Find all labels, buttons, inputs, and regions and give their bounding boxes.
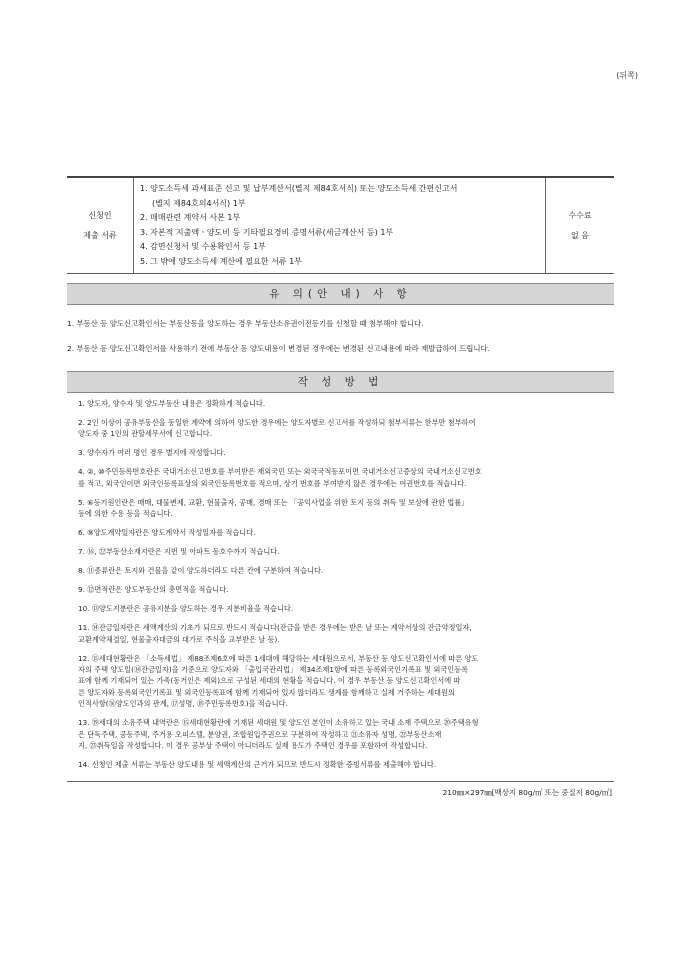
guide-line: 12. ⑮세대현황란은 「소득세법」 제88조제6호에 따른 1세대에 해당하는 세대원으로서, 부동산 등 양도신고확인서에 따른 양도 bbox=[78, 653, 479, 663]
guide-item bbox=[78, 398, 608, 409]
guide-item bbox=[78, 466, 608, 489]
submission-documents-table bbox=[67, 176, 614, 274]
guide-line: 8. ⑪종류란은 토지와 건물을 같이 양도하더라도 다른 칸에 구분하여 적습니다. bbox=[78, 566, 324, 576]
guide-item bbox=[78, 584, 608, 595]
guide-line: 인적사항(⑯양도인과의 관계, ⑰성명, ⑱주민등록번호)을 적습니다. bbox=[78, 699, 288, 709]
guide-line: 14. 신청인 제출 서류는 부동산 양도내용 및 세액계산의 근거가 되므로 반드시 정확한 증빙서류를 제출해야 합니다. bbox=[78, 760, 437, 770]
submission-label-cell bbox=[67, 177, 134, 274]
guide-item bbox=[78, 546, 608, 557]
guide-item bbox=[78, 622, 608, 645]
page-side-label: (뒤쪽) bbox=[616, 71, 638, 80]
submission-item: 4. 감면신청서 및 수용확인서 등 1부 bbox=[140, 242, 266, 251]
guide-line: 4. ②, ⑩주민등록번호란은 국내거소신고번호를 부여받은 재외국민 또는 외국국적동포이면 국내거소신고증상의 국내거소신고번호 bbox=[78, 467, 482, 477]
notice-list bbox=[67, 318, 614, 368]
submission-item: 3. 자본적 지출액ㆍ양도비 등 기타필요경비 증명서류(세금계산서 등) 1부 bbox=[140, 227, 394, 237]
guide-line: 지, ㉓취득일을 작성합니다. 이 경우 공부상 주택이 아니더라도 실제 용도가 주택인 경우를 포함하여 작성합니다. bbox=[78, 741, 428, 751]
submission-label-line1: 신청인 bbox=[88, 210, 112, 220]
guide-line: 6. ⑨양도계약일자란은 양도계약서 작성일자를 적습니다. bbox=[78, 528, 256, 538]
guide-line: 교환계약체결일, 현물출자대금의 대가로 주식을 교부받은 날 등). bbox=[78, 634, 280, 644]
submission-item: 2. 매매관련 계약서 사본 1부 bbox=[140, 213, 241, 222]
guide-item bbox=[78, 603, 608, 614]
guide-line: 10. ⑬양도지분란은 공유지분을 양도하는 경우 지분비율을 적습니다. bbox=[78, 604, 294, 614]
footer-divider bbox=[67, 781, 614, 782]
submission-label-line2: 제출 서류 bbox=[83, 230, 117, 240]
guide-line: 양도자 중 1인의 관할세무서에 신고합니다. bbox=[78, 429, 213, 439]
guide-item bbox=[78, 527, 608, 538]
guide-item bbox=[78, 417, 608, 440]
fee-cell bbox=[546, 177, 615, 274]
guide-line: 5. ⑥등기원인란은 매매, 대물변제, 교환, 현물출자, 공매, 경매 또는 「공익사업을 위한 토지 등의 취득 및 보상에 관한 법률」 bbox=[78, 497, 469, 507]
guide-list bbox=[78, 398, 608, 778]
guide-line: 11. ⑭잔금일자란은 세액계산의 기초가 되므로 반드시 적습니다(잔금을 받은 경우에는 받은 날 또는 계약서상의 잔금약정일자, bbox=[78, 623, 472, 633]
guide-line: 은 단독주택, 공동주택, 주거용 오피스텔, 분양권, 조합원입주권으로 구분하여 작성하고 ㉑소유자 성명, ㉒부동산소재 bbox=[78, 729, 442, 739]
guide-item bbox=[78, 653, 608, 710]
fee-label: 수수료 bbox=[568, 210, 592, 220]
guide-item bbox=[78, 565, 608, 576]
notice-item: 1. 부동산 등 양도신고확인서는 부동산등을 양도하는 경우 부동산소유권이전등기를 신청할 때 첨부해야 합니다. bbox=[67, 319, 424, 328]
guide-section-title: 작 성 방 법 bbox=[67, 371, 614, 393]
fee-value: 없 음 bbox=[571, 230, 589, 240]
guide-line: 른 양도자와 등록외국인기록표 및 외국인등록표에 함께 기재되어 있지 않더라도 생계를 함께하고 실제 거주하는 세대원의 bbox=[78, 687, 455, 697]
guide-line: 13. ⑲세대의 소유주택 내역란은 ⑮세대현황란에 기재된 세대원 및 양도인 본인이 소유하고 있는 국내 소재 주택으로 ⑳주택유형 bbox=[78, 718, 479, 728]
submission-items-cell bbox=[134, 177, 546, 274]
paper-spec: 210㎜×297㎜[백상지 80g/㎡ 또는 중질지 80g/㎡] bbox=[442, 788, 612, 797]
guide-line: 1. 양도자, 양수자 및 양도부동산 내용은 정확하게 적습니다. bbox=[78, 399, 266, 408]
submission-item: (별지 제84호의4서식) 1부 bbox=[152, 198, 246, 208]
submission-item: 1. 양도소득세 과세표준 신고 및 납부계산서(별지 제84호서식) 또는 양도소득세 간편신고서 bbox=[140, 184, 458, 193]
guide-item bbox=[78, 759, 608, 770]
notice-section-title: 유 의(안 내) 사 항 bbox=[67, 283, 614, 305]
guide-line: 를 적고, 외국인이면 외국인등록표상의 외국인등록번호를 적으며, 상기 번호를 부여받지 않은 경우에는 여권번호를 적습니다. bbox=[78, 478, 467, 488]
guide-item bbox=[78, 497, 608, 520]
guide-line: 3. 양수자가 여러 명인 경우 별지에 작성합니다. bbox=[78, 448, 226, 458]
guide-line: 자의 주택 양도일(⑭잔금일자)을 기준으로 양도자와 「출입국관리법」 제34조제1항에 따른 등록외국인기록표 및 외국인등록 bbox=[78, 665, 469, 675]
notice-item: 2. 부동산 등 양도신고확인서를 사용하기 전에 부동산 등 양도내용이 변경된 경우에는 변경된 신고내용에 따라 재발급하여 드립니다. bbox=[67, 344, 491, 353]
guide-line: 표에 함께 기재되어 있는 가족(동거인은 제외)으로 구성된 세대의 현황을 적습니다. 이 경우 부동산 등 양도신고확인서에 따 bbox=[78, 676, 461, 686]
submission-item: 5. 그 밖에 양도소득세 계산에 필요한 서류 1부 bbox=[140, 256, 302, 266]
guide-line: 7. ⑯, ㉒부동산소재지란은 지번 및 아파트 동호수까지 적습니다. bbox=[78, 547, 280, 557]
guide-line: 9. ⑫면적란은 양도부동산의 총면적을 적습니다. bbox=[78, 585, 229, 595]
guide-line: 2. 2인 이상이 공유부동산을 동일한 계약에 의하여 양도한 경우에는 양도자별로 신고서를 작성하되 첨부서류는 한부만 첨부하여 bbox=[78, 418, 476, 427]
guide-item bbox=[78, 447, 608, 458]
guide-line: 등에 의한 수용 등을 적습니다. bbox=[78, 509, 173, 519]
guide-item bbox=[78, 717, 608, 751]
